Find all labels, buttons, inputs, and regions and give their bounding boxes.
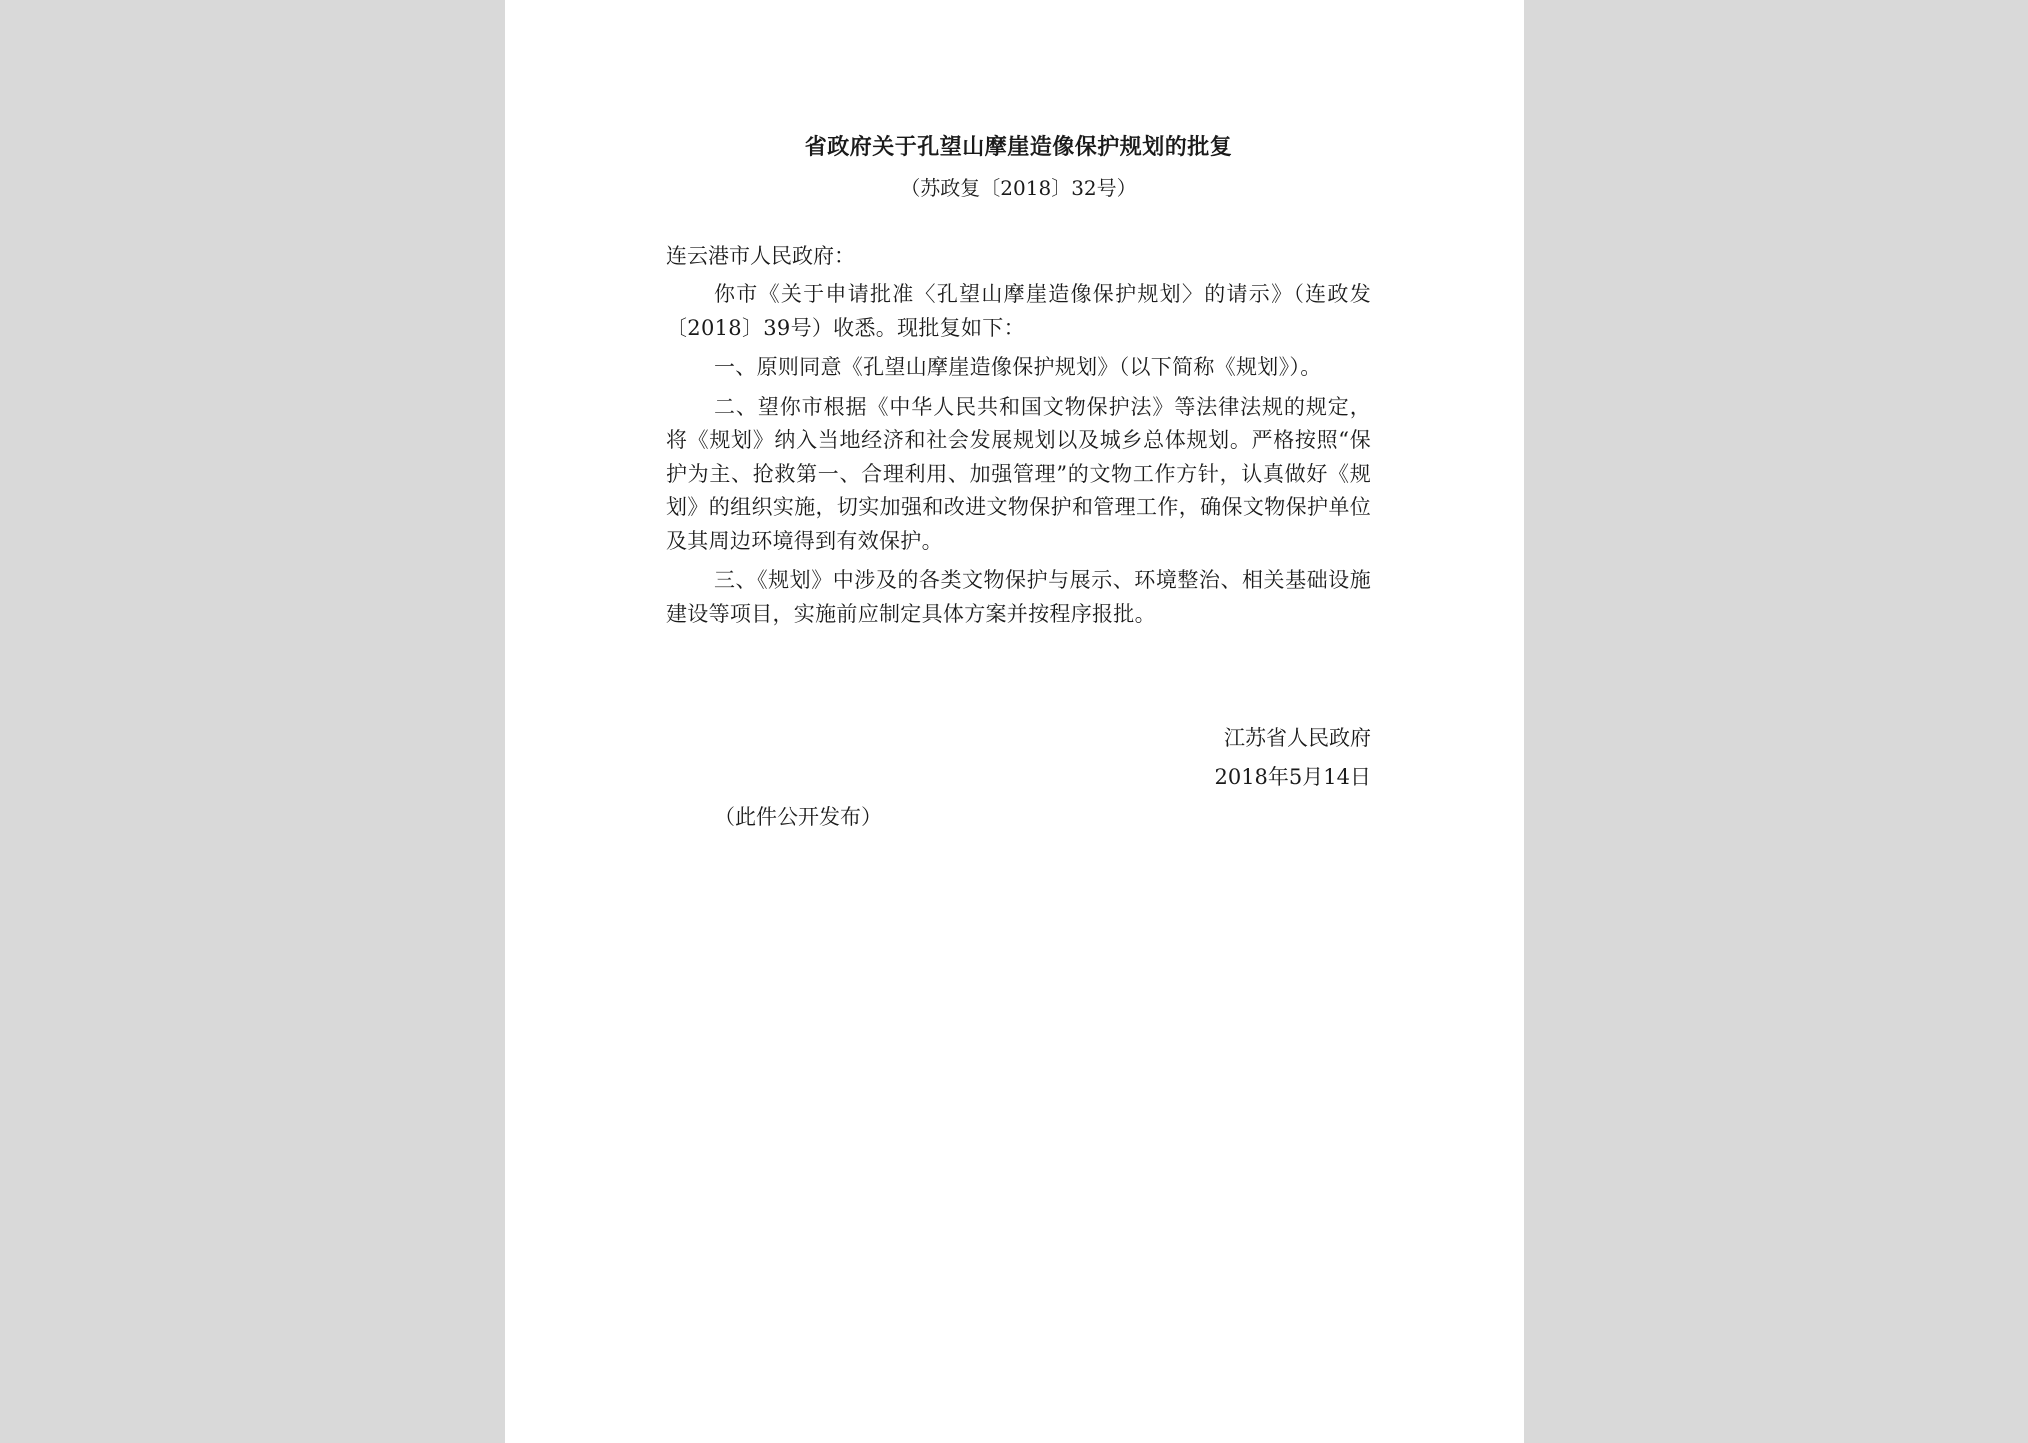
paragraph-item-3: 三、《规划》中涉及的各类文物保护与展示、环境整治、相关基础设施建设等项目，实施前应制定具体方案并按程序报批。	[666, 568, 1371, 626]
document-content	[666, 128, 1371, 837]
document-title: 省政府关于孔望山摩崖造像保护规划的批复	[804, 135, 1233, 160]
publish-note: （此件公开发布）	[714, 805, 882, 829]
paragraph-item-1: 一、原则同意《孔望山摩崖造像保护规划》（以下简称《规划》）。	[714, 355, 1322, 379]
salutation: 连云港市人民政府：	[666, 244, 855, 268]
document-number: （苏政复〔2018〕32号）	[900, 176, 1137, 200]
document-page	[505, 0, 1524, 1443]
signature-block	[666, 719, 1371, 797]
paragraph-intro: 你市《关于申请批准〈孔望山摩崖造像保护规划〉的请示》（连政发〔2018〕39号）收悉。现批复如下：	[666, 282, 1371, 340]
issue-date: 2018年5月14日	[1214, 765, 1371, 789]
issuer-name: 江苏省人民政府	[1224, 726, 1371, 750]
paragraph-item-2: 二、望你市根据《中华人民共和国文物保护法》等法律法规的规定，将《规划》纳入当地经济和社会发展规划以及城乡总体规划。严格按照“保护为主、抢救第一、合理利用、加强管理”的文物工作方针，认真做好《规划》的组织实施，切实加强和改进文物保护和管理工作，确保文物保护单位及其周边环境得到有效保护。	[666, 394, 1371, 553]
